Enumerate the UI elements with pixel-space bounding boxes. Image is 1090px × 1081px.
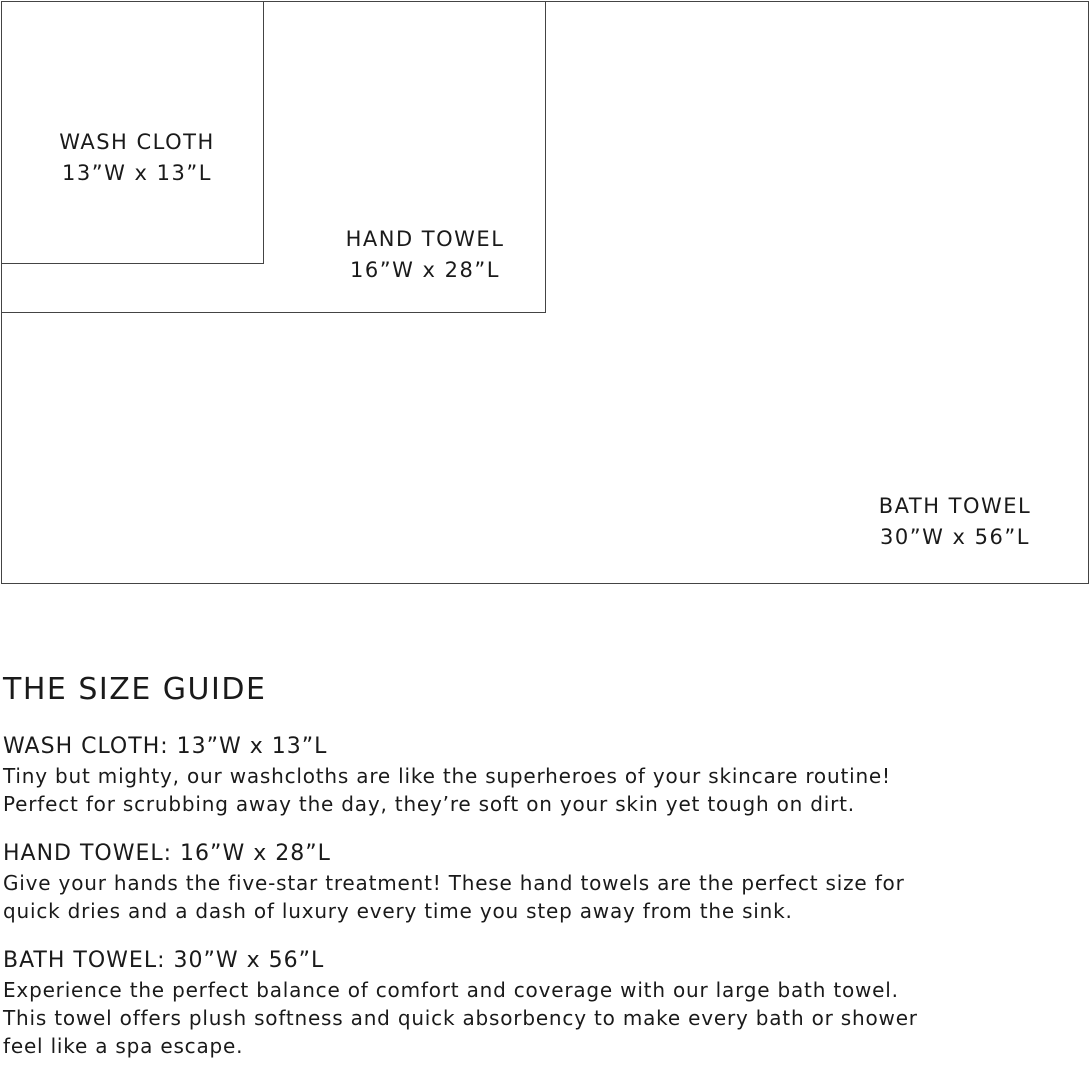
wash-cloth-size: 13”W x 13”L	[62, 161, 212, 185]
description-line: Perfect for scrubbing away the day, they’re soft on your skin yet tough on dirt.	[3, 792, 855, 816]
hand-towel-label	[310, 224, 540, 286]
hand-towel-name: HAND TOWEL	[345, 227, 505, 251]
description-line: This towel offers plush softness and quick absorbency to make every bath or shower	[3, 1006, 918, 1030]
description-line: Experience the perfect balance of comfort and coverage with our large bath towel.	[3, 978, 899, 1002]
size-guide	[3, 670, 1083, 1081]
bath-towel-name: BATH TOWEL	[878, 494, 1032, 518]
guide-item-description	[3, 976, 1083, 1060]
guide-item-heading: HAND TOWEL: 16”W x 28”L	[3, 841, 331, 866]
guide-item-hand-towel	[3, 839, 1083, 925]
guide-item-heading: WASH CLOTH: 13”W x 13”L	[3, 734, 328, 759]
hand-towel-size: 16”W x 28”L	[350, 258, 500, 282]
guide-item-heading: BATH TOWEL: 30”W x 56”L	[3, 948, 325, 973]
guide-item-wash-cloth	[3, 732, 1083, 818]
guide-item-description	[3, 762, 1083, 818]
description-line: Give your hands the five-star treatment! These hand towels are the perfect size for	[3, 871, 905, 895]
guide-item-bath-towel	[3, 946, 1083, 1060]
description-line: feel like a spa escape.	[3, 1034, 244, 1058]
bath-towel-label	[840, 491, 1070, 553]
description-line: Tiny but mighty, our washcloths are like the superheroes of your skincare routine!	[3, 764, 891, 788]
description-line: quick dries and a dash of luxury every time you step away from the sink.	[3, 899, 793, 923]
wash-cloth-name: WASH CLOTH	[59, 130, 215, 154]
wash-cloth-label	[22, 127, 252, 189]
guide-title: THE SIZE GUIDE	[3, 672, 267, 707]
guide-item-description	[3, 869, 1083, 925]
bath-towel-size: 30”W x 56”L	[880, 525, 1030, 549]
